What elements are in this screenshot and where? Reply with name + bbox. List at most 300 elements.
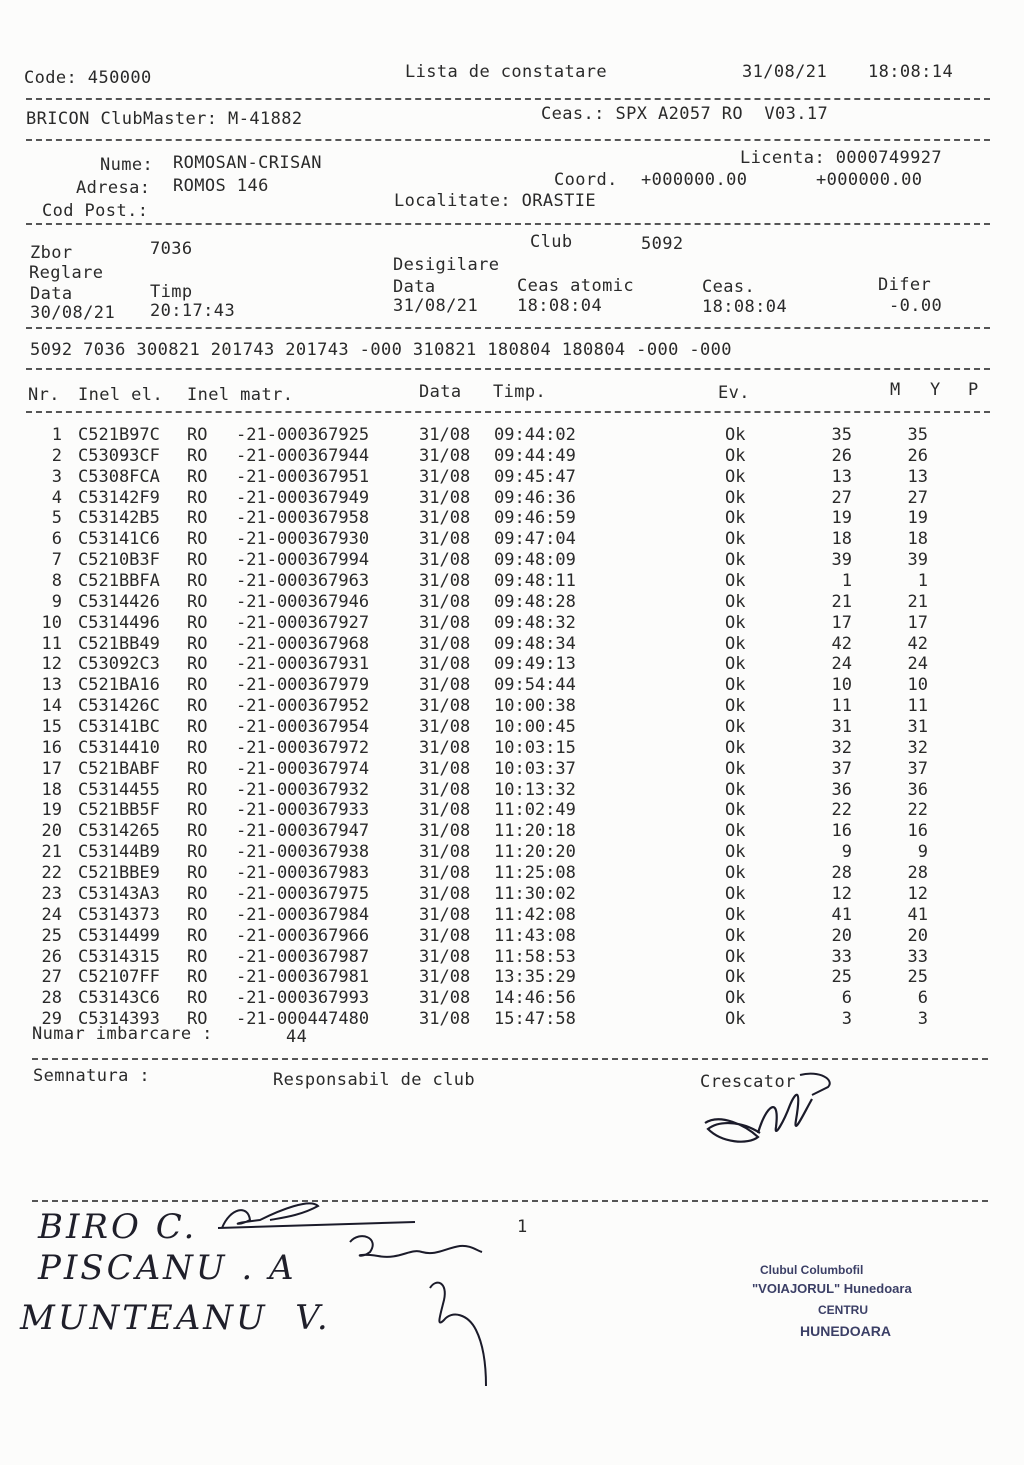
row-event: Ok bbox=[725, 904, 746, 925]
row-date: 31/08 bbox=[419, 842, 471, 863]
row-m: 21 bbox=[831, 591, 852, 612]
row-event: Ok bbox=[725, 487, 746, 508]
col-y: Y bbox=[930, 380, 941, 400]
row-inel-el: C53093CF bbox=[78, 445, 160, 466]
row-nr: 20 bbox=[41, 821, 62, 842]
row-event: Ok bbox=[725, 842, 746, 863]
row-inel-el: C5308FCA bbox=[78, 466, 160, 487]
row-date: 31/08 bbox=[419, 821, 471, 842]
postcode-label: Cod Post.: bbox=[42, 201, 149, 221]
row-country: RO bbox=[187, 550, 208, 571]
row-nr: 25 bbox=[41, 925, 62, 946]
row-inel-matr: -21-000367974 bbox=[236, 758, 370, 779]
row-inel-matr: -21-000367927 bbox=[236, 612, 370, 633]
row-inel-matr: -21-000367981 bbox=[236, 967, 370, 988]
row-event: Ok bbox=[725, 612, 746, 633]
row-y: 35 bbox=[907, 425, 928, 445]
row-inel-el: C5314315 bbox=[78, 946, 160, 967]
divider bbox=[26, 327, 990, 329]
row-event: Ok bbox=[725, 696, 746, 717]
table-row bbox=[0, 446, 1000, 467]
reg-time: 20:17:43 bbox=[150, 301, 236, 321]
row-y: 21 bbox=[907, 591, 928, 612]
row-country: RO bbox=[187, 821, 208, 842]
row-nr: 12 bbox=[41, 654, 62, 675]
imbarcare-label: Numar imbarcare : bbox=[32, 1024, 213, 1044]
ceas-label: Ceas. bbox=[702, 277, 756, 297]
row-m: 19 bbox=[831, 508, 852, 529]
row-inel-el: C5314499 bbox=[78, 925, 160, 946]
row-m: 17 bbox=[831, 612, 852, 633]
row-inel-matr: -21-000367932 bbox=[236, 779, 370, 800]
club-value: 5092 bbox=[641, 234, 684, 254]
row-inel-matr: -21-000367951 bbox=[236, 466, 370, 487]
table-row bbox=[0, 613, 1000, 634]
difer-label: Difer bbox=[878, 275, 932, 295]
row-inel-matr: -21-000367925 bbox=[236, 425, 370, 445]
reg-time-label: Timp bbox=[150, 282, 193, 302]
row-event: Ok bbox=[725, 717, 746, 738]
col-data: Data bbox=[419, 382, 462, 402]
row-date: 31/08 bbox=[419, 508, 471, 529]
row-inel-el: C521BB49 bbox=[78, 633, 160, 654]
divider bbox=[26, 223, 990, 225]
ceas-value: 18:08:04 bbox=[702, 297, 788, 317]
col-m: M bbox=[890, 380, 901, 400]
row-country: RO bbox=[187, 800, 208, 821]
row-y: 28 bbox=[907, 863, 928, 884]
semnatura-label: Semnatura : bbox=[33, 1066, 150, 1086]
row-time: 14:46:56 bbox=[494, 988, 576, 1009]
row-time: 10:00:45 bbox=[494, 717, 576, 738]
row-y: 33 bbox=[907, 946, 928, 967]
row-nr: 11 bbox=[41, 633, 62, 654]
table-row bbox=[0, 863, 1000, 884]
row-m: 20 bbox=[831, 925, 852, 946]
row-nr: 17 bbox=[41, 758, 62, 779]
row-inel-matr: -21-000367975 bbox=[236, 883, 370, 904]
table-row bbox=[0, 842, 1000, 863]
table-row bbox=[0, 592, 1000, 613]
table-row bbox=[0, 884, 1000, 905]
row-y: 17 bbox=[907, 612, 928, 633]
row-m: 16 bbox=[831, 821, 852, 842]
row-time: 11:25:08 bbox=[494, 863, 576, 884]
row-m: 41 bbox=[831, 904, 852, 925]
row-inel-el: C53142B5 bbox=[78, 508, 160, 529]
row-inel-matr: -21-000367979 bbox=[236, 675, 370, 696]
row-y: 42 bbox=[907, 633, 928, 654]
row-country: RO bbox=[187, 758, 208, 779]
row-m: 6 bbox=[841, 988, 852, 1009]
row-date: 31/08 bbox=[419, 654, 471, 675]
row-y: 27 bbox=[907, 487, 928, 508]
row-nr: 23 bbox=[41, 883, 62, 904]
row-country: RO bbox=[187, 487, 208, 508]
row-y: 6 bbox=[917, 988, 928, 1009]
row-y: 31 bbox=[907, 717, 928, 738]
row-time: 09:54:44 bbox=[494, 675, 576, 696]
row-event: Ok bbox=[725, 675, 746, 696]
row-m: 37 bbox=[831, 758, 852, 779]
row-date: 31/08 bbox=[419, 696, 471, 717]
row-inel-matr: -21-000367931 bbox=[236, 654, 370, 675]
row-inel-el: C53141C6 bbox=[78, 529, 160, 550]
row-date: 31/08 bbox=[419, 758, 471, 779]
row-time: 11:58:53 bbox=[494, 946, 576, 967]
row-nr: 14 bbox=[41, 696, 62, 717]
divider bbox=[26, 368, 990, 370]
crescator-label: Crescator bbox=[700, 1072, 796, 1092]
row-m: 35 bbox=[831, 425, 852, 445]
code-label: Code: 450000 bbox=[24, 68, 152, 88]
row-time: 09:49:13 bbox=[494, 654, 576, 675]
print-time: 18:08:14 bbox=[868, 62, 954, 82]
divider bbox=[26, 98, 990, 100]
coord-x: +000000.00 bbox=[641, 170, 748, 190]
row-inel-matr: -21-000367994 bbox=[236, 550, 370, 571]
row-m: 26 bbox=[831, 445, 852, 466]
row-inel-el: C521BBE9 bbox=[78, 863, 160, 884]
table-row bbox=[0, 675, 1000, 696]
row-nr: 28 bbox=[41, 988, 62, 1009]
page-number: 1 bbox=[517, 1217, 528, 1237]
row-country: RO bbox=[187, 842, 208, 863]
row-time: 09:46:36 bbox=[494, 487, 576, 508]
row-inel-matr: -21-000367938 bbox=[236, 842, 370, 863]
row-nr: 26 bbox=[41, 946, 62, 967]
row-country: RO bbox=[187, 883, 208, 904]
row-inel-matr: -21-000367983 bbox=[236, 863, 370, 884]
row-inel-el: C53141BC bbox=[78, 717, 160, 738]
owner-address: ROMOS 146 bbox=[173, 176, 269, 196]
row-country: RO bbox=[187, 591, 208, 612]
table-row bbox=[0, 947, 1000, 968]
row-event: Ok bbox=[725, 758, 746, 779]
stamp-line-4: HUNEDOARA bbox=[800, 1323, 891, 1339]
row-nr: 24 bbox=[41, 904, 62, 925]
col-inel-matr: Inel matr. bbox=[187, 385, 294, 405]
row-m: 10 bbox=[831, 675, 852, 696]
col-timp: Timp. bbox=[493, 382, 547, 402]
row-event: Ok bbox=[725, 1009, 746, 1030]
license-label: Licenta: 0000749927 bbox=[740, 148, 943, 168]
row-y: 18 bbox=[907, 529, 928, 550]
divider bbox=[26, 411, 990, 413]
address-label: Adresa: bbox=[76, 178, 151, 198]
row-time: 13:35:29 bbox=[494, 967, 576, 988]
row-time: 10:13:32 bbox=[494, 779, 576, 800]
row-date: 31/08 bbox=[419, 487, 471, 508]
row-m: 9 bbox=[841, 842, 852, 863]
row-nr: 19 bbox=[41, 800, 62, 821]
row-time: 09:48:32 bbox=[494, 612, 576, 633]
row-time: 11:02:49 bbox=[494, 800, 576, 821]
table-row bbox=[0, 988, 1000, 1009]
row-date: 31/08 bbox=[419, 612, 471, 633]
table-row bbox=[0, 800, 1000, 821]
row-inel-el: C5314426 bbox=[78, 591, 160, 612]
row-country: RO bbox=[187, 571, 208, 592]
row-date: 31/08 bbox=[419, 717, 471, 738]
stamp-line-3: CENTRU bbox=[818, 1303, 868, 1317]
row-date: 31/08 bbox=[419, 925, 471, 946]
row-m: 25 bbox=[831, 967, 852, 988]
row-m: 12 bbox=[831, 883, 852, 904]
row-m: 36 bbox=[831, 779, 852, 800]
row-nr: 15 bbox=[41, 717, 62, 738]
row-y: 25 bbox=[907, 967, 928, 988]
row-time: 10:00:38 bbox=[494, 696, 576, 717]
row-date: 31/08 bbox=[419, 863, 471, 884]
device-label: BRICON ClubMaster: M-41882 bbox=[26, 109, 303, 129]
row-y: 41 bbox=[907, 904, 928, 925]
name-label: Nume: bbox=[100, 155, 154, 175]
row-event: Ok bbox=[725, 779, 746, 800]
table-row bbox=[0, 425, 1000, 446]
table-row bbox=[0, 467, 1000, 488]
row-y: 37 bbox=[907, 758, 928, 779]
handwritten-name-2: PISCANU . A bbox=[38, 1248, 297, 1288]
row-country: RO bbox=[187, 654, 208, 675]
row-inel-matr: -21-000367968 bbox=[236, 633, 370, 654]
row-country: RO bbox=[187, 967, 208, 988]
row-inel-el: C53143A3 bbox=[78, 883, 160, 904]
row-nr: 2 bbox=[51, 445, 62, 466]
row-time: 09:48:28 bbox=[494, 591, 576, 612]
row-y: 39 bbox=[907, 550, 928, 571]
row-time: 09:48:34 bbox=[494, 633, 576, 654]
row-inel-matr: -21-000367949 bbox=[236, 487, 370, 508]
divider bbox=[32, 1058, 988, 1060]
row-country: RO bbox=[187, 508, 208, 529]
row-event: Ok bbox=[725, 445, 746, 466]
table-row bbox=[0, 529, 1000, 550]
row-inel-matr: -21-000367963 bbox=[236, 571, 370, 592]
row-m: 22 bbox=[831, 800, 852, 821]
row-inel-el: C5314373 bbox=[78, 904, 160, 925]
divider bbox=[32, 1200, 988, 1202]
row-y: 1 bbox=[917, 571, 928, 592]
locality-label: Localitate: ORASTIE bbox=[394, 191, 597, 211]
row-nr: 10 bbox=[41, 612, 62, 633]
col-inel-el: Inel el. bbox=[78, 385, 164, 405]
row-inel-el: C531426C bbox=[78, 696, 160, 717]
row-time: 10:03:15 bbox=[494, 737, 576, 758]
row-y: 11 bbox=[907, 696, 928, 717]
row-y: 32 bbox=[907, 737, 928, 758]
row-country: RO bbox=[187, 466, 208, 487]
row-nr: 22 bbox=[41, 863, 62, 884]
row-time: 09:48:09 bbox=[494, 550, 576, 571]
row-inel-el: C5314265 bbox=[78, 821, 160, 842]
row-y: 20 bbox=[907, 925, 928, 946]
row-inel-matr: -21-000367930 bbox=[236, 529, 370, 550]
row-inel-matr: -21-000367944 bbox=[236, 445, 370, 466]
table-row bbox=[0, 967, 1000, 988]
row-date: 31/08 bbox=[419, 946, 471, 967]
row-date: 31/08 bbox=[419, 1009, 471, 1030]
row-event: Ok bbox=[725, 550, 746, 571]
row-event: Ok bbox=[725, 466, 746, 487]
des-date-label: Data bbox=[393, 277, 436, 297]
row-m: 39 bbox=[831, 550, 852, 571]
table-row bbox=[0, 821, 1000, 842]
row-y: 16 bbox=[907, 821, 928, 842]
row-inel-el: C53092C3 bbox=[78, 654, 160, 675]
row-date: 31/08 bbox=[419, 445, 471, 466]
zbor-label: Zbor bbox=[30, 243, 73, 263]
table-row bbox=[0, 905, 1000, 926]
row-y: 22 bbox=[907, 800, 928, 821]
imbarcare-value: 44 bbox=[286, 1027, 308, 1047]
row-nr: 4 bbox=[51, 487, 62, 508]
row-inel-matr: -21-000447480 bbox=[236, 1009, 370, 1030]
row-y: 13 bbox=[907, 466, 928, 487]
row-event: Ok bbox=[725, 988, 746, 1009]
row-date: 31/08 bbox=[419, 883, 471, 904]
row-nr: 6 bbox=[51, 529, 62, 550]
row-date: 31/08 bbox=[419, 425, 471, 445]
row-event: Ok bbox=[725, 529, 746, 550]
row-time: 11:30:02 bbox=[494, 883, 576, 904]
row-time: 11:42:08 bbox=[494, 904, 576, 925]
row-inel-matr: -21-000367972 bbox=[236, 737, 370, 758]
row-nr: 8 bbox=[51, 571, 62, 592]
row-event: Ok bbox=[725, 737, 746, 758]
row-inel-matr: -21-000367984 bbox=[236, 904, 370, 925]
row-event: Ok bbox=[725, 571, 746, 592]
table-row bbox=[0, 926, 1000, 947]
row-y: 36 bbox=[907, 779, 928, 800]
row-inel-matr: -21-000367966 bbox=[236, 925, 370, 946]
row-country: RO bbox=[187, 925, 208, 946]
coord-label: Coord. bbox=[554, 170, 618, 190]
row-inel-matr: -21-000367958 bbox=[236, 508, 370, 529]
row-nr: 7 bbox=[51, 550, 62, 571]
row-nr: 9 bbox=[51, 591, 62, 612]
table-row bbox=[0, 571, 1000, 592]
col-ev: Ev. bbox=[718, 383, 750, 403]
row-nr: 29 bbox=[41, 1009, 62, 1030]
row-m: 11 bbox=[831, 696, 852, 717]
row-time: 10:03:37 bbox=[494, 758, 576, 779]
row-m: 28 bbox=[831, 863, 852, 884]
row-inel-el: C5314410 bbox=[78, 737, 160, 758]
table-row bbox=[0, 738, 1000, 759]
row-event: Ok bbox=[725, 821, 746, 842]
row-country: RO bbox=[187, 988, 208, 1009]
row-y: 9 bbox=[917, 842, 928, 863]
row-inel-matr: -21-000367993 bbox=[236, 988, 370, 1009]
row-time: 09:48:11 bbox=[494, 571, 576, 592]
atomic-value: 18:08:04 bbox=[517, 296, 603, 316]
row-date: 31/08 bbox=[419, 988, 471, 1009]
zbor-value: 7036 bbox=[150, 239, 193, 259]
row-country: RO bbox=[187, 425, 208, 445]
row-inel-matr: -21-000367954 bbox=[236, 717, 370, 738]
table-row bbox=[0, 488, 1000, 509]
row-m: 33 bbox=[831, 946, 852, 967]
row-inel-el: C5210B3F bbox=[78, 550, 160, 571]
handwritten-name-1: BIRO C. bbox=[38, 1207, 198, 1247]
row-time: 09:44:02 bbox=[494, 425, 576, 445]
row-inel-el: C52107FF bbox=[78, 967, 160, 988]
reg-date-label: Data bbox=[30, 284, 73, 304]
row-country: RO bbox=[187, 445, 208, 466]
table-row bbox=[0, 780, 1000, 801]
row-event: Ok bbox=[725, 967, 746, 988]
code-line: 5092 7036 300821 201743 201743 -000 310821 180804 180804 -000 -000 bbox=[30, 340, 732, 360]
row-inel-el: C521B97C bbox=[78, 425, 160, 445]
row-inel-matr: -21-000367933 bbox=[236, 800, 370, 821]
row-time: 09:46:59 bbox=[494, 508, 576, 529]
row-date: 31/08 bbox=[419, 779, 471, 800]
row-date: 31/08 bbox=[419, 529, 471, 550]
row-inel-matr: -21-000367947 bbox=[236, 821, 370, 842]
row-inel-el: C5314455 bbox=[78, 779, 160, 800]
table-row bbox=[0, 634, 1000, 655]
row-m: 31 bbox=[831, 717, 852, 738]
difer-value: -0.00 bbox=[889, 296, 943, 316]
row-country: RO bbox=[187, 696, 208, 717]
row-event: Ok bbox=[725, 508, 746, 529]
row-time: 09:44:49 bbox=[494, 445, 576, 466]
row-country: RO bbox=[187, 633, 208, 654]
row-event: Ok bbox=[725, 800, 746, 821]
row-y: 24 bbox=[907, 654, 928, 675]
row-inel-el: C521BABF bbox=[78, 758, 160, 779]
row-time: 09:47:04 bbox=[494, 529, 576, 550]
reg-date: 30/08/21 bbox=[30, 303, 116, 323]
row-inel-el: C53142F9 bbox=[78, 487, 160, 508]
row-m: 27 bbox=[831, 487, 852, 508]
row-time: 11:43:08 bbox=[494, 925, 576, 946]
row-country: RO bbox=[187, 946, 208, 967]
coord-y: +000000.00 bbox=[816, 170, 923, 190]
row-date: 31/08 bbox=[419, 800, 471, 821]
row-nr: 18 bbox=[41, 779, 62, 800]
row-inel-el: C5314393 bbox=[78, 1009, 160, 1030]
des-date: 31/08/21 bbox=[393, 296, 479, 316]
col-nr: Nr. bbox=[28, 385, 60, 405]
row-inel-el: C521BBFA bbox=[78, 571, 160, 592]
row-country: RO bbox=[187, 1009, 208, 1030]
row-m: 18 bbox=[831, 529, 852, 550]
row-event: Ok bbox=[725, 633, 746, 654]
responsabil-label: Responsabil de club bbox=[273, 1070, 476, 1090]
row-y: 10 bbox=[907, 675, 928, 696]
row-nr: 16 bbox=[41, 737, 62, 758]
row-event: Ok bbox=[725, 591, 746, 612]
table-row bbox=[0, 508, 1000, 529]
row-date: 31/08 bbox=[419, 571, 471, 592]
row-event: Ok bbox=[725, 925, 746, 946]
club-label: Club bbox=[530, 232, 573, 252]
table-row bbox=[0, 759, 1000, 780]
row-date: 31/08 bbox=[419, 904, 471, 925]
row-country: RO bbox=[187, 612, 208, 633]
row-event: Ok bbox=[725, 946, 746, 967]
row-inel-matr: -21-000367952 bbox=[236, 696, 370, 717]
row-y: 26 bbox=[907, 445, 928, 466]
row-y: 12 bbox=[907, 883, 928, 904]
document-title: Lista de constatare bbox=[405, 62, 608, 82]
row-m: 13 bbox=[831, 466, 852, 487]
row-nr: 21 bbox=[41, 842, 62, 863]
row-date: 31/08 bbox=[419, 466, 471, 487]
row-country: RO bbox=[187, 863, 208, 884]
